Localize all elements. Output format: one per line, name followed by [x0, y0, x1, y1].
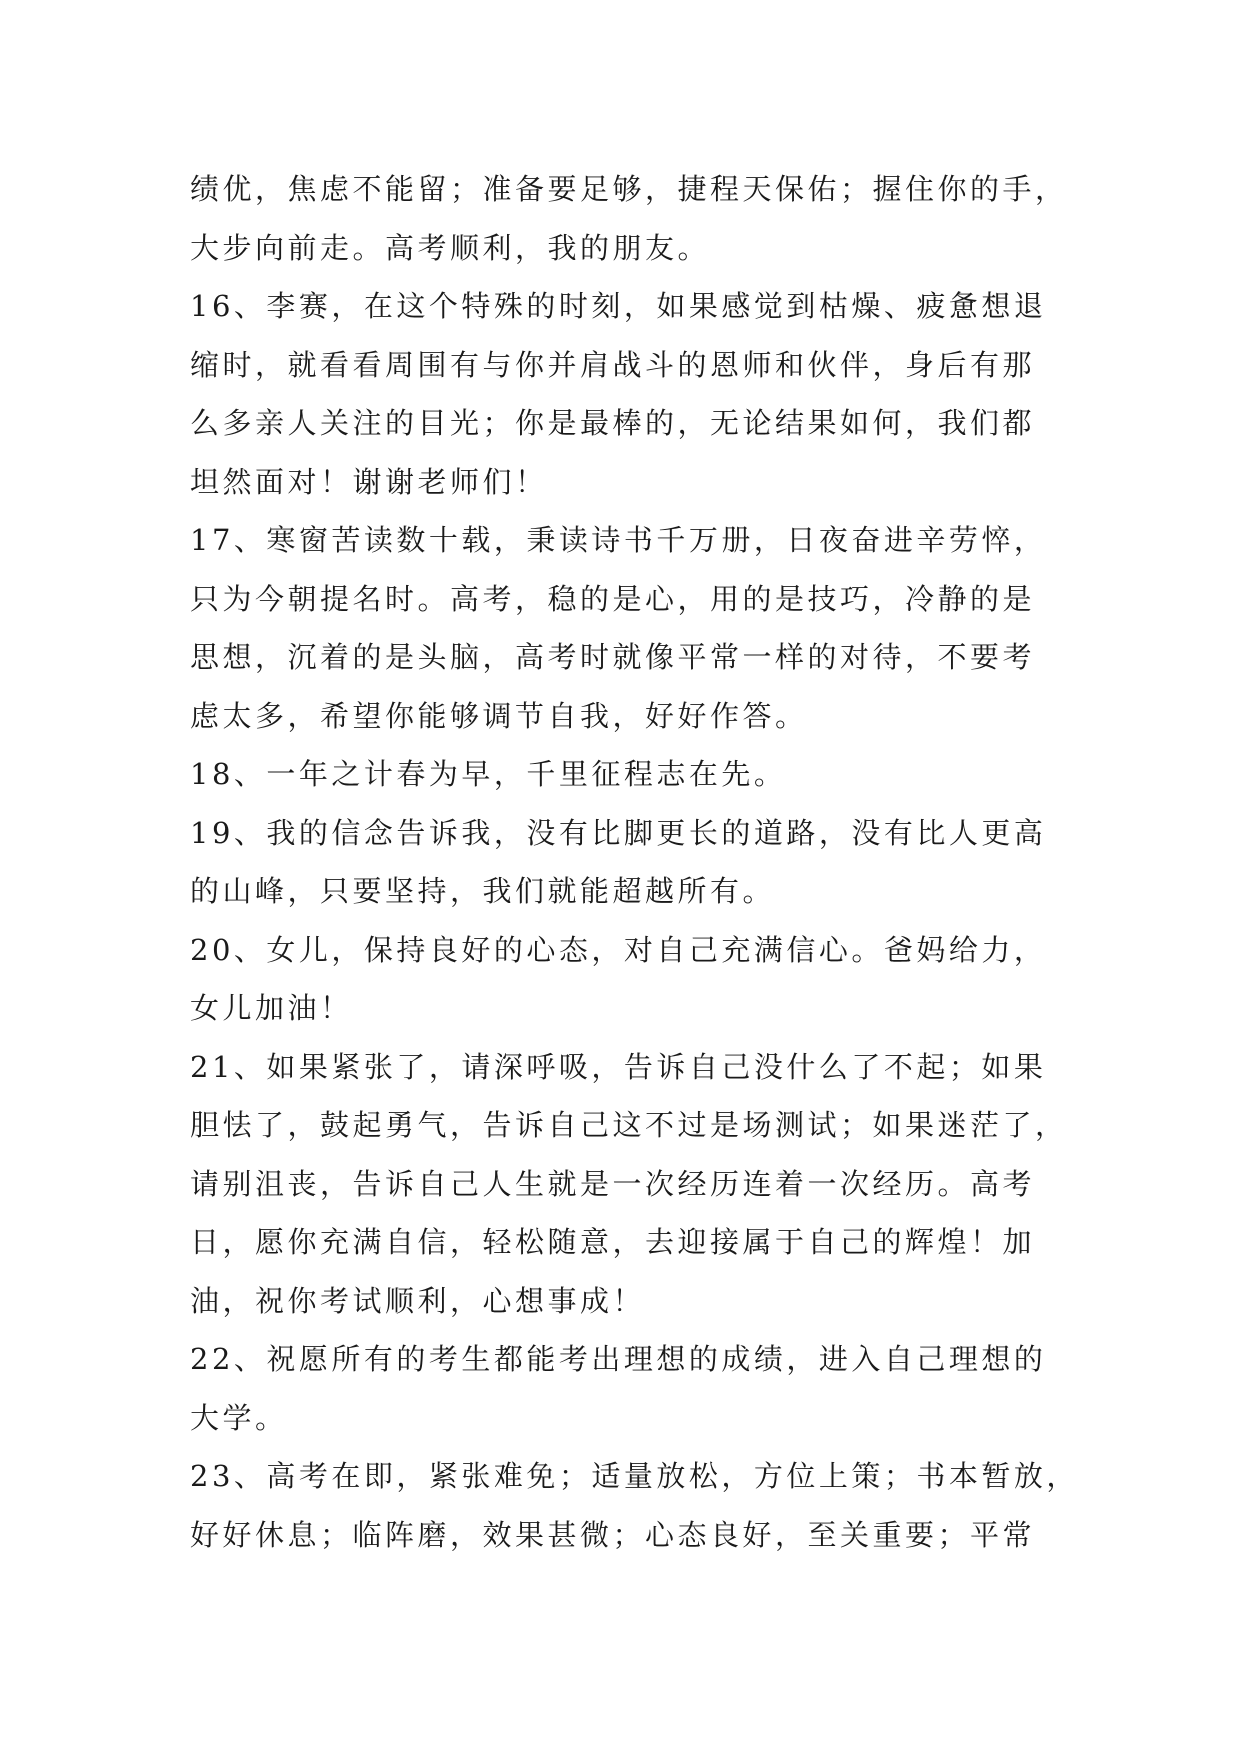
text-line: 胆怯了，鼓起勇气，告诉自己这不过是场测试；如果迷茫了，: [190, 1108, 1068, 1142]
text-line: 19、我的信念告诉我，没有比脚更长的道路，没有比人更高: [190, 815, 1047, 850]
text-line: 只为今朝提名时。高考，稳的是心，用的是技巧，冷静的是: [190, 581, 1036, 616]
text-line: 23、高考在即，紧张难免；适量放松，方位上策；书本暂放，: [190, 1459, 1079, 1493]
text-line: 虑太多，希望你能够调节自我，好好作答。: [190, 698, 808, 733]
text-line: 18、一年之计春为早，千里征程志在先。: [190, 757, 787, 791]
text-line: 好好休息；临阵磨，效果甚微；心态良好，至关重要；平常: [190, 1517, 1036, 1552]
document-body: [190, 160, 1079, 1564]
text-line: 22、祝愿所有的考生都能考出理想的成绩，进入自己理想的: [190, 1342, 1047, 1376]
text-line: 油，祝你考试顺利，心想事成！: [190, 1283, 646, 1318]
text-line: 缩时，就看看周围有与你并肩战斗的恩师和伙伴，身后有那: [190, 347, 1036, 382]
text-line: 思想，沉着的是头脑，高考时就像平常一样的对待，不要考: [190, 640, 1036, 674]
text-line: 16、李赛，在这个特殊的时刻，如果感觉到枯燥、疲惫想退: [190, 289, 1047, 323]
text-line: 大步向前走。高考顺利，我的朋友。: [190, 230, 711, 265]
text-line: 坦然面对！谢谢老师们！: [190, 464, 548, 499]
text-line: 日，愿你充满自信，轻松随意，去迎接属于自己的辉煌！加: [190, 1225, 1036, 1259]
text-line: 21、如果紧张了，请深呼吸，告诉自己没什么了不起；如果: [190, 1049, 1047, 1084]
text-line: 么多亲人关注的目光；你是最棒的，无论结果如何，我们都: [190, 406, 1036, 440]
text-line: 请别沮丧，告诉自己人生就是一次经历连着一次经历。高考: [190, 1166, 1036, 1201]
text-line: 大学。: [190, 1400, 288, 1435]
text-line: 17、寒窗苦读数十载，秉读诗书千万册，日夜奋进辛劳悴，: [190, 523, 1047, 557]
text-line: 女儿加油！: [190, 991, 353, 1025]
text-line: 绩优，焦虑不能留；准备要足够，捷程天保佑；握住你的手，: [190, 172, 1068, 206]
text-line: 20、女儿，保持良好的心态，对自己充满信心。爸妈给力，: [190, 932, 1047, 967]
text-line: 的山峰，只要坚持，我们就能超越所有。: [190, 874, 776, 908]
